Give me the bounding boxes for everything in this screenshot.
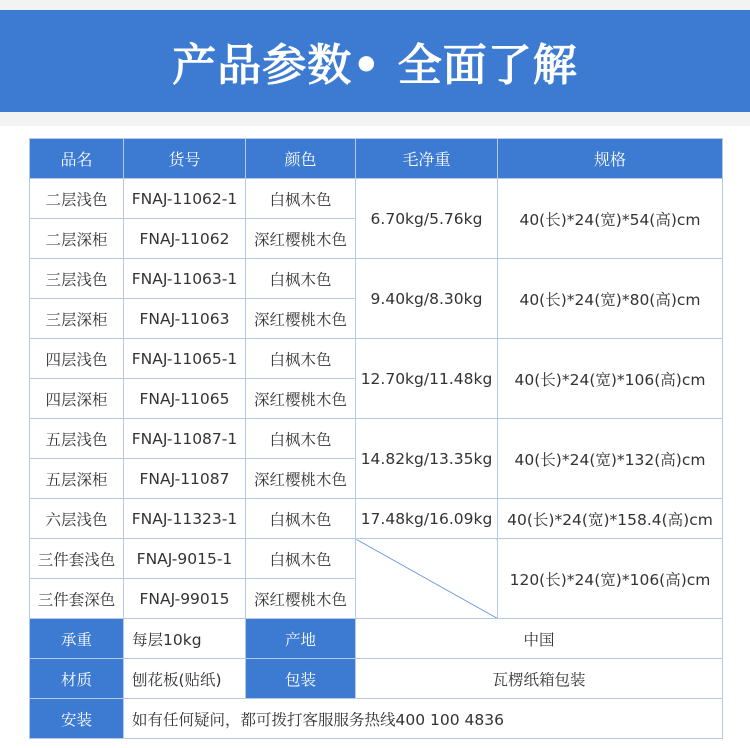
origin-value: 中国: [356, 619, 723, 659]
title-banner: [0, 10, 750, 112]
product-color: 深红樱桃木色: [246, 579, 356, 619]
header-weight: 毛净重: [356, 139, 498, 179]
product-name: 五层浅色: [30, 419, 124, 459]
product-spec: 40(长)*24(宽)*54(高)cm: [498, 179, 723, 259]
header-name: 品名: [30, 139, 124, 179]
product-color: 深红樱桃木色: [246, 459, 356, 499]
install-value: 如有任何疑问，都可拨打客服服务热线400 100 4836: [124, 699, 723, 739]
table-row: [30, 339, 723, 379]
page-title: 产品参数• 全面了解: [172, 40, 578, 91]
package-label: 包装: [246, 659, 356, 699]
product-name: 二层深柜: [30, 219, 124, 259]
product-weight: 6.70kg/5.76kg: [356, 179, 498, 259]
table-row: [30, 259, 723, 299]
product-weight: 17.48kg/16.09kg: [356, 499, 498, 539]
header-spec: 规格: [498, 139, 723, 179]
info-row-install: [30, 699, 723, 739]
product-name: 四层浅色: [30, 339, 124, 379]
load-value: 每层10kg: [124, 619, 246, 659]
product-color: 深红樱桃木色: [246, 299, 356, 339]
product-color: 深红樱桃木色: [246, 219, 356, 259]
table-header-row: [30, 139, 723, 179]
product-color: 白枫木色: [246, 539, 356, 579]
product-weight: 14.82kg/13.35kg: [356, 419, 498, 499]
table-row: [30, 499, 723, 539]
product-code: FNAJ-11087-1: [124, 419, 246, 459]
package-value: 瓦楞纸箱包装: [356, 659, 723, 699]
product-code: FNAJ-11062: [124, 219, 246, 259]
product-name: 四层深柜: [30, 379, 124, 419]
product-code: FNAJ-99015: [124, 579, 246, 619]
product-name: 三件套浅色: [30, 539, 124, 579]
product-code: FNAJ-11065: [124, 379, 246, 419]
product-color: 白枫木色: [246, 499, 356, 539]
product-spec: 40(长)*24(宽)*132(高)cm: [498, 419, 723, 499]
product-spec-table: [29, 138, 723, 739]
product-name: 五层深柜: [30, 459, 124, 499]
product-code: FNAJ-11323-1: [124, 499, 246, 539]
product-code: FNAJ-11087: [124, 459, 246, 499]
product-color: 白枫木色: [246, 179, 356, 219]
table-row: [30, 419, 723, 459]
product-name: 三件套深色: [30, 579, 124, 619]
origin-label: 产地: [246, 619, 356, 659]
header-color: 颜色: [246, 139, 356, 179]
material-value: 刨花板(贴纸): [124, 659, 246, 699]
product-color: 白枫木色: [246, 339, 356, 379]
product-name: 三层浅色: [30, 259, 124, 299]
product-spec: 40(长)*24(宽)*106(高)cm: [498, 339, 723, 419]
material-label: 材质: [30, 659, 124, 699]
product-code: FNAJ-11065-1: [124, 339, 246, 379]
product-color: 白枫木色: [246, 259, 356, 299]
product-color: 深红樱桃木色: [246, 379, 356, 419]
product-weight: 9.40kg/8.30kg: [356, 259, 498, 339]
info-row-load: [30, 619, 723, 659]
load-label: 承重: [30, 619, 124, 659]
install-label: 安装: [30, 699, 124, 739]
product-code: FNAJ-11063: [124, 299, 246, 339]
empty-diagonal-cell: [356, 539, 498, 619]
table-row: [30, 179, 723, 219]
product-color: 白枫木色: [246, 419, 356, 459]
product-name: 二层浅色: [30, 179, 124, 219]
info-row-material: [30, 659, 723, 699]
product-code: FNAJ-9015-1: [124, 539, 246, 579]
product-spec: 40(长)*24(宽)*158.4(高)cm: [498, 499, 723, 539]
product-code: FNAJ-11063-1: [124, 259, 246, 299]
table-row: [30, 539, 723, 579]
product-spec: 40(长)*24(宽)*80(高)cm: [498, 259, 723, 339]
product-weight: 12.70kg/11.48kg: [356, 339, 498, 419]
product-spec: 120(长)*24(宽)*106(高)cm: [498, 539, 723, 619]
product-name: 六层浅色: [30, 499, 124, 539]
product-name: 三层深柜: [30, 299, 124, 339]
header-code: 货号: [124, 139, 246, 179]
product-code: FNAJ-11062-1: [124, 179, 246, 219]
